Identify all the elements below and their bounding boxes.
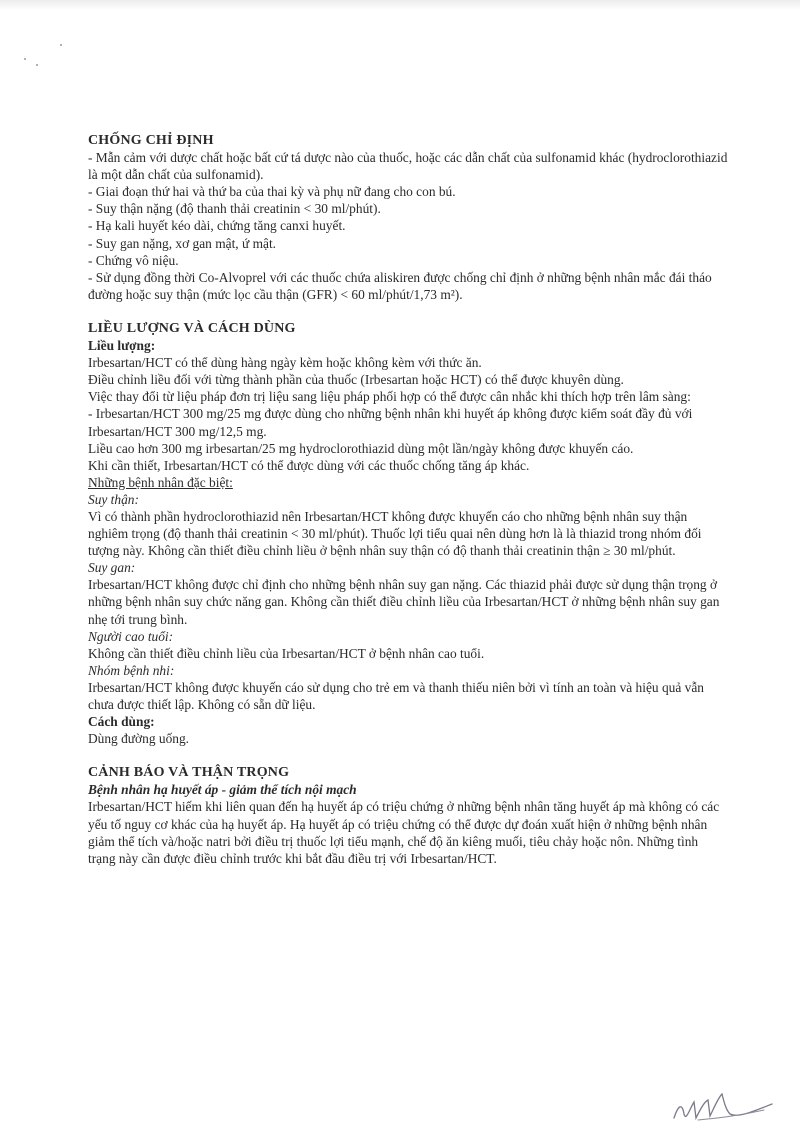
dose-subheading: Liều lượng: (88, 338, 156, 354)
pediatric-label: Nhóm bệnh nhi: (88, 662, 175, 678)
pediatric-text: Irbesartan/HCT không được khuyến cáo sử dụng cho trẻ em và thanh thiếu niên bởi vì tính an toàn và hiệu quả vẫn chưa được thiết lập. Không có sẵn dữ liệu. (88, 679, 704, 712)
dose-line: Điều chỉnh liều đối với từng thành phần của thuốc (Irbesartan hoặc HCT) có thể được khuyên dùng. (88, 372, 624, 388)
special-patients-subheading: Những bệnh nhân đặc biệt: (88, 474, 233, 490)
scan-speck (60, 44, 62, 46)
section-contraindications (88, 132, 728, 303)
elderly-label: Người cao tuổi: (88, 628, 174, 644)
section-warnings (88, 764, 728, 867)
contraindication-line: - Chứng vô niệu. (88, 252, 179, 268)
usage-text: Dùng đường uống. (88, 731, 190, 747)
contraindication-line: - Giai đoạn thứ hai và thứ ba của thai kỳ và phụ nữ đang cho con bú. (88, 184, 456, 200)
scan-speck (24, 58, 26, 60)
warnings-heading: CẢNH BÁO VÀ THẬN TRỌNG (88, 765, 290, 781)
dose-line: Liều cao hơn 300 mg irbesartan/25 mg hydroclorothiazid dùng một lần/ngày không được khuyến cáo. (88, 440, 634, 456)
dose-line: Khi cần thiết, Irbesartan/HCT có thể được dùng với các thuốc chống tăng áp khác. (88, 457, 530, 473)
usage-subheading: Cách dùng: (88, 714, 155, 730)
hepatic-text: Irbesartan/HCT không được chỉ định cho những bệnh nhân suy gan nặng. Các thiazid phải được sử dụng thận trọng ở những bệnh nhân suy chức năng gan. Không cần thiết điều chỉnh liều của Irbesartan/HCT ở những bệnh nhân suy gan nhẹ tới trung bình. (88, 577, 720, 627)
warnings-text: Irbesartan/HCT hiếm khi liên quan đến hạ huyết áp có triệu chứng ở những bệnh nhân tăng huyết áp mà không có các yếu tố nguy cơ khác của hạ huyết áp. Hạ huyết áp có triệu chứng có thể được dự đoán xuất hiện ở những bệnh nhân giảm thể tích và/hoặc natri bởi điều trị thuốc lợi tiểu mạnh, chế độ ăn kiêng muối, tiêu chảy hoặc nôn. Những tình trạng này cần được điều chỉnh trước khi bắt đầu điều trị với Irbesartan/HCT. (88, 799, 720, 866)
contraindication-line: - Suy gan nặng, xơ gan mật, ứ mật. (88, 235, 277, 251)
contraindications-heading: CHỐNG CHỈ ĐỊNH (88, 133, 214, 148)
handwritten-initials-signature (668, 1088, 778, 1128)
dose-line: Irbesartan/HCT có thể dùng hàng ngày kèm hoặc không kèm với thức ăn. (88, 355, 482, 371)
page-top-shadow (0, 0, 800, 10)
document-body (88, 132, 728, 884)
section-dosage (88, 320, 728, 747)
hepatic-label: Suy gan: (88, 560, 136, 576)
renal-text: Vì có thành phần hydroclorothiazid nên Irbesartan/HCT không được khuyến cáo cho những bệnh nhân suy thận nghiêm trọng (độ thanh thải creatinin < 30 ml/phút). Thuốc lợi tiểu quai nên dùng hơn là là thiazid trong nhóm đối tượng này. Không cần thiết điều chỉnh liều ở bệnh nhân suy thận có độ thanh thải creatinin thận ≥ 30 ml/phút. (88, 508, 702, 559)
warnings-subheading: Bệnh nhân hạ huyết áp - giảm thể tích nội mạch (88, 782, 357, 798)
contraindication-line: - Suy thận nặng (độ thanh thải creatinin < 30 ml/phút). (88, 201, 381, 217)
dosage-heading: LIỀU LƯỢNG VÀ CÁCH DÙNG (88, 320, 296, 336)
dose-line: - Irbesartan/HCT 300 mg/25 mg được dùng cho những bệnh nhân khi huyết áp không được kiểm soát đầy đủ với Irbesartan/HCT 300 mg/12,5 mg. (88, 406, 693, 439)
scan-speck (36, 64, 38, 66)
contraindication-line: - Hạ kali huyết kéo dài, chứng tăng canxi huyết. (88, 218, 346, 234)
contraindication-line: - Mẫn cảm với dược chất hoặc bất cứ tá dược nào của thuốc, hoặc các dẫn chất của sulfonamid khác (hydroclorothiazid là một dẫn chất của sulfonamid). (88, 150, 728, 183)
renal-label: Suy thận: (88, 491, 139, 507)
dose-line: Việc thay đổi từ liệu pháp đơn trị liệu sang liệu pháp phối hợp có thể được cân nhắc khi thích hợp trên lâm sàng: (88, 389, 691, 405)
elderly-text: Không cần thiết điều chỉnh liều của Irbesartan/HCT ở bệnh nhân cao tuổi. (88, 645, 485, 661)
contraindication-line: - Sử dụng đồng thời Co-Alvoprel với các thuốc chứa aliskiren được chống chỉ định ở những bệnh nhân mắc đái tháo đường hoặc suy thận (mức lọc cầu thận (GFR) < 60 ml/phút/1,73 m²). (88, 269, 712, 302)
